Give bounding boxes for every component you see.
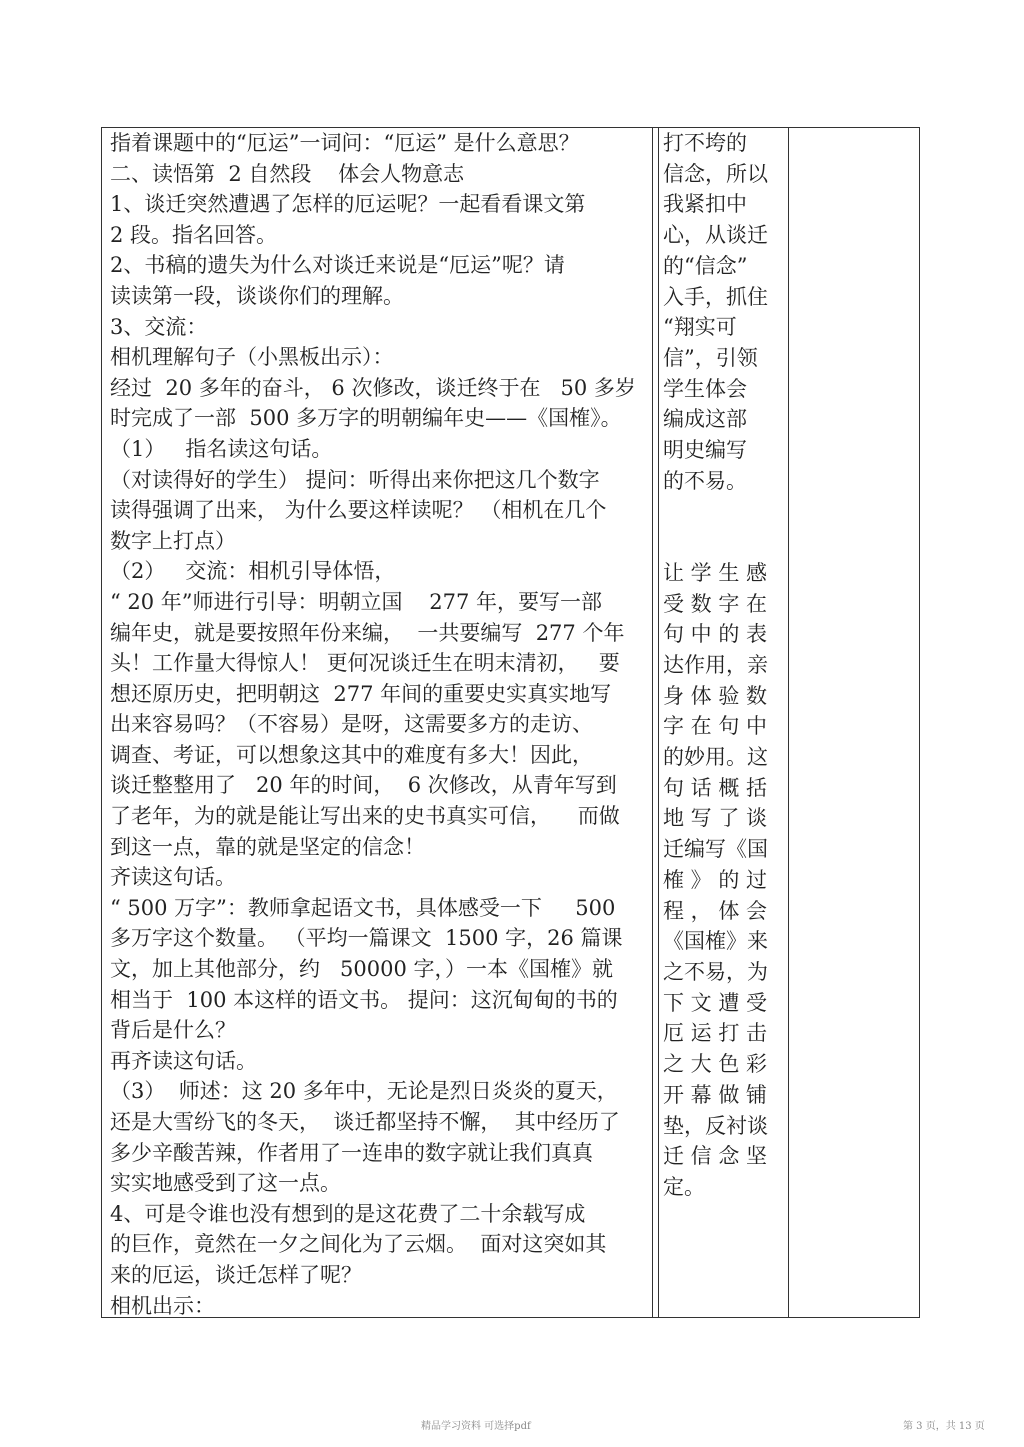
note-line: 定。	[663, 1174, 705, 1199]
text-line: 文，加上其他部分，约 50000 字，）一本《国榷》就	[110, 957, 614, 982]
note-line: 迁编写《国	[663, 837, 768, 862]
note-line: 垫，反衬谈	[663, 1113, 768, 1138]
note-line: 学生体会	[663, 376, 747, 401]
text-line: 相当于 100 本这样的语文书。 提问：这沉甸甸的书的	[110, 987, 618, 1012]
note-line: 信”，引领	[663, 345, 758, 370]
text-line: 的巨作，竟然在一夕之间化为了云烟。 面对这突如其	[110, 1232, 607, 1257]
text-line: 谈迁整整用了 20 年的时间， 6 次修改，从青年写到	[110, 773, 617, 798]
note-line: 编成这部	[663, 407, 747, 432]
note-line: 厄 运 打 击	[663, 1021, 768, 1046]
text-line: 3、交流：	[110, 314, 208, 339]
note-line: 身 体 验 数	[663, 683, 768, 708]
note-line: 句 中 的 表	[663, 622, 768, 647]
note-line: 明史编写	[663, 438, 747, 463]
text-line: 了老年，为的就是能让写出来的史书真实可信， 而做	[110, 804, 620, 829]
text-line: 齐读这句话。	[110, 865, 236, 890]
text-line: 出来容易吗？（不容易）是呀，这需要多方的走访、	[110, 712, 593, 737]
note-line: 打不垮的	[663, 131, 747, 155]
text-line: 2 段。指名回答。	[110, 222, 278, 247]
note-line: 之不易，为	[663, 959, 768, 984]
column-divider	[788, 128, 789, 1317]
note-line: 心，从谈迁	[663, 223, 768, 248]
text-line: “ 20 年”师进行引导：明朝立国 277 年，要写一部	[110, 589, 603, 614]
note-line: 达作用，亲	[663, 652, 768, 677]
text-line: 想还原历史，把明朝这 277 年间的重要史实真实地写	[110, 681, 612, 706]
text-line: 1、谈迁突然遭遇了怎样的厄运呢？一起看看课文第	[110, 192, 586, 217]
note-line: 之 大 色 彩	[663, 1052, 768, 1077]
text-line: 到这一点，靠的就是坚定的信念！	[110, 834, 425, 859]
column-divider	[658, 128, 659, 1317]
text-line: 编年史，就是要按照年份来编， 一共要编写 277 个年	[110, 620, 625, 645]
lesson-table	[101, 127, 920, 1318]
text-line: 调查、考证，可以想象这其中的难度有多大！因此，	[110, 742, 593, 767]
note-line	[663, 496, 783, 527]
note-line: 信念，所以	[663, 161, 768, 186]
page-number: 第 3 页，共 13 页	[903, 1421, 985, 1432]
text-line: 再齐读这句话。	[110, 1048, 257, 1073]
note-line: 的“信念”	[663, 253, 748, 278]
text-line: 数字上打点）	[110, 528, 236, 553]
text-line: 2、书稿的遗失为什么对谈迁来说是“厄运”呢？请	[110, 253, 565, 278]
text-line: 读得强调了出来， 为什么要这样读呢？ （相机在几个	[110, 498, 607, 523]
note-line: 下 文 遭 受	[663, 990, 768, 1015]
text-line: “ 500 万字”：教师拿起语文书，具体感受一下 500	[110, 895, 616, 920]
note-line: 开 幕 做 铺	[663, 1082, 768, 1107]
note-line: 地 写 了 谈	[663, 806, 768, 831]
note-line: 让 学 生 感	[663, 560, 768, 585]
note-line: 的妙用。这	[663, 745, 768, 770]
note-line: 《国榷》来	[663, 929, 768, 954]
note-line: 受 数 字 在	[663, 591, 768, 616]
note-line: 我紧扣中	[663, 192, 747, 217]
text-line: 多少辛酸苦辣，作者用了一连串的数字就让我们真真	[110, 1140, 593, 1165]
note-line: 迁 信 念 坚	[663, 1144, 768, 1169]
note-line: 程 ， 体 会	[663, 898, 768, 923]
teaching-process-column	[110, 128, 648, 1321]
note-line: 的不易。	[663, 468, 747, 493]
text-line: 相机理解句子（小黑板出示）：	[110, 345, 394, 370]
text-line: 二、读悟第 2 自然段 体会人物意志	[110, 161, 465, 186]
text-line: 读读第一段，谈谈你们的理解。	[110, 283, 404, 308]
note-line	[663, 527, 783, 558]
text-line: 背后是什么？	[110, 1018, 236, 1043]
design-notes-column	[663, 128, 783, 1203]
note-line: 字 在 句 中	[663, 714, 768, 739]
text-line: 头！工作量大得惊人！ 更何况谈迁生在明末清初， 要	[110, 651, 620, 676]
text-line: 多万字这个数量。 （平均一篇课文 1500 字，26 篇课	[110, 926, 623, 951]
text-line: 时完成了一部 500 多万字的明朝编年史——《国榷》。	[110, 406, 622, 431]
text-line: 相机出示：	[110, 1293, 215, 1318]
footer-left: 精品学习资料 可选择pdf	[421, 1421, 531, 1432]
note-line: 句 话 概 括	[663, 775, 768, 800]
note-line: 榷 》 的 过	[663, 867, 768, 892]
text-line: 实实地感受到了这一点。	[110, 1171, 341, 1196]
text-line: 还是大雪纷飞的冬天， 谈迁都坚持不懈， 其中经历了	[110, 1110, 620, 1134]
text-line: 经过 20 多年的奋斗， 6 次修改，谈迁终于在 50 多岁	[110, 375, 636, 400]
column-divider	[652, 128, 653, 1317]
text-line: （对读得好的学生） 提问：听得出来你把这几个数字	[110, 467, 600, 492]
text-line: 来的厄运，谈迁怎样了呢？	[110, 1262, 362, 1287]
text-line: （2） 交流：相机引导体悟，	[110, 559, 396, 584]
text-line: （1） 指名读这句话。	[110, 436, 333, 461]
note-line: 入手，抓住	[663, 284, 768, 309]
text-line: 4、可是令谁也没有想到的是这花费了二十余载写成	[110, 1201, 586, 1226]
text-line: 指着课题中的“厄运”一词问：“厄运” 是什么意思？	[110, 131, 580, 155]
note-line: “翔实可	[663, 315, 737, 340]
text-line: （3） 师述：这 20 多年中，无论是烈日炎炎的夏天，	[110, 1079, 618, 1104]
